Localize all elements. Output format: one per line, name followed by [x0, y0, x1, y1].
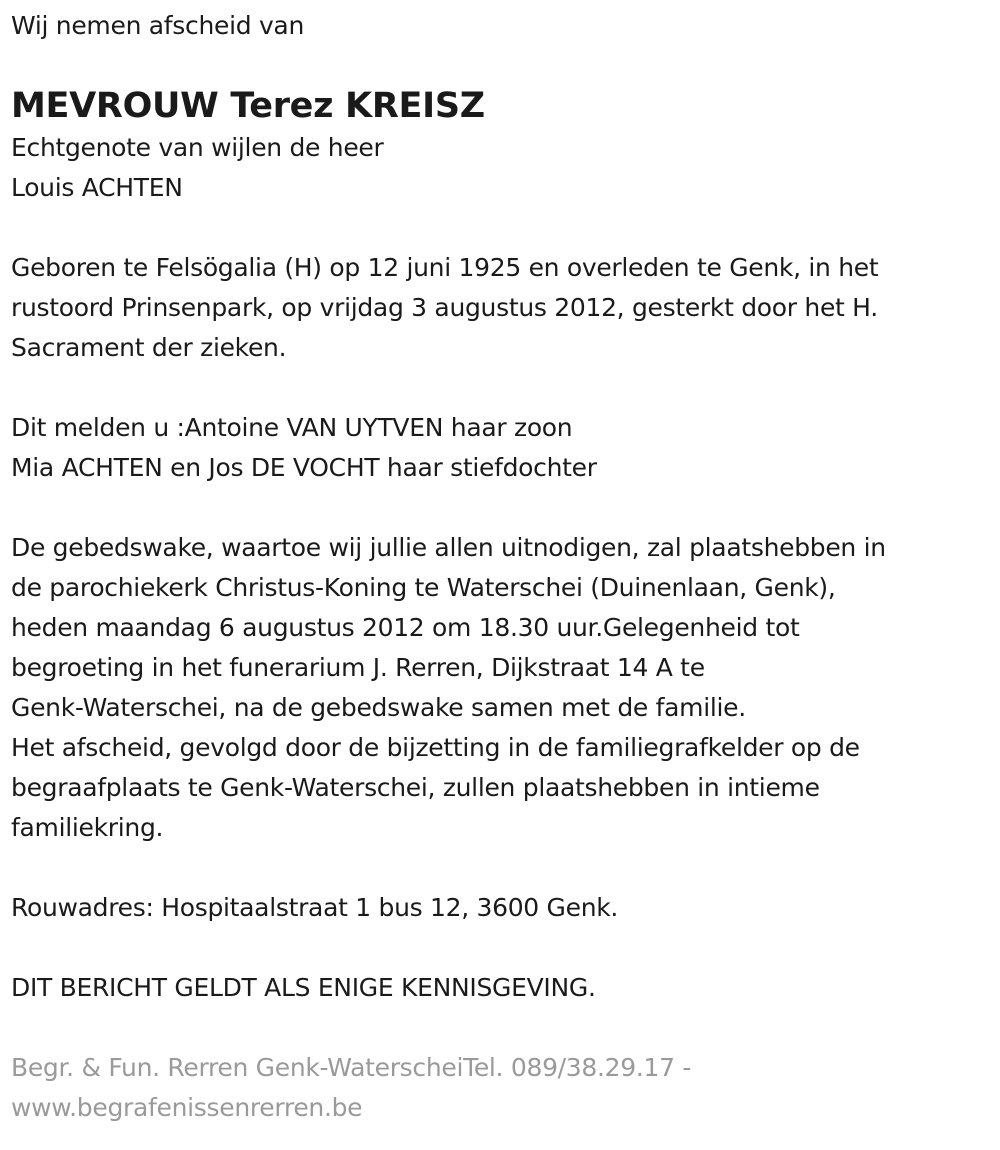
- ceremony-line: begraafplaats te Genk-Waterschei, zullen plaatshebben in intieme: [11, 773, 820, 802]
- ceremony-line: De gebedswake, waartoe wij jullie allen uitnodigen, zal plaatshebben in: [11, 533, 886, 562]
- spouse-line: Echtgenote van wijlen de heer: [11, 133, 384, 162]
- funeral-home-info: Begr. & Fun. Rerren Genk-WaterscheiTel. 089/38.29.17 -: [11, 1053, 692, 1082]
- ceremony-line: familiekring.: [11, 813, 164, 842]
- birth-death-line: Geboren te Felsögalia (H) op 12 juni 1925 en overleden te Genk, in het: [11, 253, 879, 282]
- birth-death-line: rustoord Prinsenpark, op vrijdag 3 augustus 2012, gesterkt door het H.: [11, 293, 878, 322]
- ceremony-line: Het afscheid, gevolgd door de bijzetting in de familiegrafkelder op de: [11, 733, 860, 762]
- paragraph-spacer: [11, 208, 991, 248]
- ceremony-line: begroeting in het funerarium J. Rerren, Dijkstraat 14 A te: [11, 653, 705, 682]
- death-notice: [11, 6, 991, 1128]
- birth-death-line: Sacrament der zieken.: [11, 333, 287, 362]
- ceremony-line: de parochiekerk Christus-Koning te Waterschei (Duinenlaan, Genk),: [11, 573, 836, 602]
- spouse-line: Louis ACHTEN: [11, 173, 183, 202]
- intro-text: Wij nemen afscheid van: [11, 11, 304, 40]
- funeral-home-website: www.begrafenissenrerren.be: [11, 1093, 363, 1122]
- paragraph-spacer: [11, 488, 991, 528]
- mourning-address: Rouwadres: Hospitaalstraat 1 bus 12, 3600 Genk.: [11, 893, 619, 922]
- paragraph-spacer: [11, 928, 991, 968]
- ceremony-line: Genk-Waterschei, na de gebedswake samen met de familie.: [11, 693, 746, 722]
- announcement-text: DIT BERICHT GELDT ALS ENIGE KENNISGEVING.: [11, 973, 596, 1002]
- ceremony-line: heden maandag 6 augustus 2012 om 18.30 uur.Gelegenheid tot: [11, 613, 800, 642]
- paragraph-spacer: [11, 848, 991, 888]
- deceased-name: MEVROUW Terez KREISZ: [11, 86, 485, 126]
- family-line: Mia ACHTEN en Jos DE VOCHT haar stiefdochter: [11, 453, 597, 482]
- paragraph-spacer: [11, 1008, 991, 1048]
- family-line: Dit melden u :Antoine VAN UYTVEN haar zoon: [11, 413, 573, 442]
- paragraph-spacer: [11, 368, 991, 408]
